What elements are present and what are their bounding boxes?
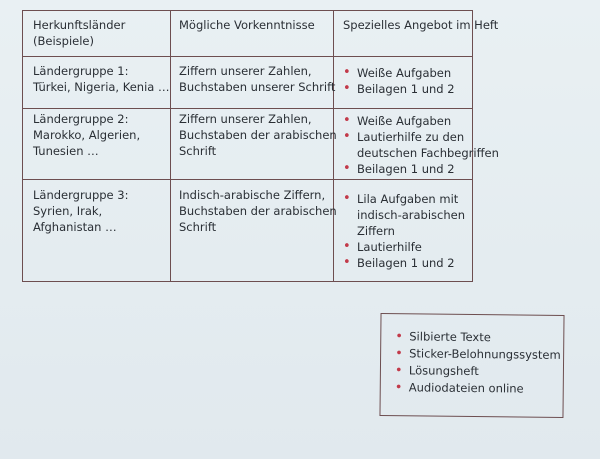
offer-text: • Weiße Aufgaben [357, 114, 452, 128]
cell-text: Afghanistan … [33, 220, 117, 234]
cell-text: Marokko, Algerien, [33, 128, 141, 142]
offer-list [343, 113, 499, 177]
offer-text: Ziffern [357, 224, 395, 238]
row3-countries [33, 187, 128, 235]
feature-text: • Audiodateien online [408, 380, 524, 396]
offer-item [343, 81, 455, 97]
header-text: Spezielles Angebot im Heft [343, 18, 499, 32]
offer-text: • Weiße Aufgaben [357, 66, 452, 80]
cell-text: Schrift [179, 144, 217, 158]
cell-text: Syrien, Irak, [33, 204, 103, 218]
offer-text: indisch-arabischen [357, 208, 466, 222]
features-list [395, 328, 561, 398]
header-knowledge [179, 17, 315, 33]
header-text: (Beispiele) [33, 34, 94, 48]
row-divider [23, 108, 472, 109]
feature-text: • Silbierte Texte [409, 329, 491, 345]
offer-text: • Lila Aufgaben mit [357, 192, 459, 206]
feature-item [395, 328, 561, 347]
row1-knowledge [179, 63, 335, 95]
offer-text: • Beilagen 1 und 2 [357, 82, 455, 96]
cell-text: Ländergruppe 3: [33, 188, 129, 202]
feature-text: • Lösungsheft [408, 363, 479, 379]
cell-text: Tunesien … [33, 144, 99, 158]
header-text: Herkunftsländer [33, 18, 126, 32]
info-table [22, 10, 499, 282]
header-text: Mögliche Vorkenntnisse [179, 18, 315, 32]
row1-offer [343, 65, 455, 97]
cell-text: Ländergruppe 1: [33, 64, 129, 78]
header-offer [343, 17, 498, 33]
offer-item [343, 255, 465, 271]
feature-item [395, 362, 561, 381]
feature-text: • Sticker-Belohnungssystem [409, 346, 561, 362]
cell-text: Indisch-arabische Ziffern, [179, 188, 326, 202]
row2-offer [343, 113, 499, 177]
offer-item [343, 65, 455, 81]
offer-text: deutschen Fachbegriffen [357, 146, 499, 160]
cell-text: Buchstaben der arabischen [179, 128, 337, 142]
feature-item [395, 345, 561, 364]
cell-text: Buchstaben der arabischen [179, 204, 337, 218]
offer-item [343, 129, 499, 161]
offer-item [343, 161, 499, 177]
row1-countries [33, 63, 169, 95]
offer-list [343, 65, 455, 97]
cell-text: Ziffern unserer Zahlen, [179, 64, 312, 78]
features-box [379, 313, 564, 418]
feature-item [395, 379, 561, 398]
offer-list [343, 191, 465, 271]
header-countries [33, 17, 125, 49]
row3-offer [343, 191, 465, 271]
offer-item [343, 239, 465, 255]
cell-text: Türkei, Nigeria, Kenia … [33, 80, 170, 94]
offer-item [343, 113, 499, 129]
cell-text: Buchstaben unserer Schrift [179, 80, 336, 94]
row-divider [23, 56, 472, 57]
offer-item [343, 191, 465, 239]
column-divider [170, 11, 171, 281]
cell-text: Ländergruppe 2: [33, 112, 129, 126]
cell-text: Schrift [179, 220, 217, 234]
cell-text: Ziffern unserer Zahlen, [179, 112, 312, 126]
offer-text: • Lautierhilfe zu den [357, 130, 465, 144]
row2-knowledge [179, 111, 337, 159]
row2-countries [33, 111, 140, 159]
row-divider [23, 179, 472, 180]
row3-knowledge [179, 187, 337, 235]
offer-text: • Beilagen 1 und 2 [357, 162, 455, 176]
offer-text: • Beilagen 1 und 2 [357, 256, 455, 270]
offer-text: • Lautierhilfe [357, 240, 422, 254]
